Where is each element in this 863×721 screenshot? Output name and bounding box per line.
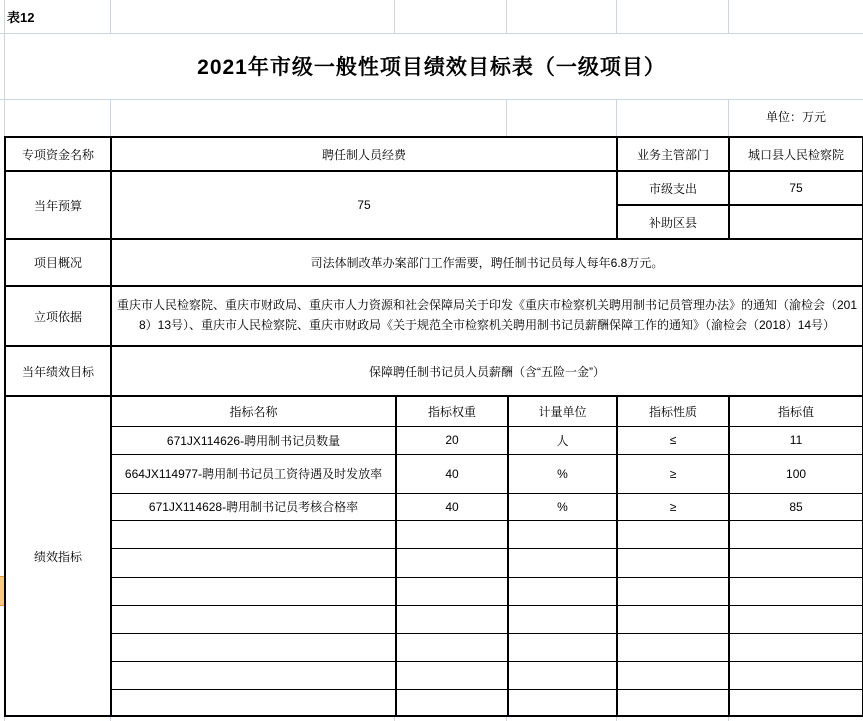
dept-label-cell[interactable]: 业务主管部门 [617, 137, 729, 171]
indicator-row [5, 493, 863, 520]
special-fund-value-cell[interactable]: 聘任制人员经费 [111, 137, 617, 171]
budget-label-cell[interactable]: 当年预算 [5, 171, 111, 239]
empty-cell[interactable] [396, 520, 508, 548]
empty-cell[interactable] [111, 577, 396, 605]
overview-label-cell[interactable]: 项目概况 [5, 239, 111, 286]
city-expense-value-cell[interactable]: 75 [729, 171, 863, 205]
gridline [506, 99, 507, 136]
dept-value-cell[interactable]: 城口县人民检察院 [729, 137, 863, 171]
indicator-name-cell[interactable]: 671JX114626-聘用制书记员数量 [111, 426, 396, 454]
performance-target-table [4, 136, 863, 717]
indicator-unit-cell[interactable]: % [508, 454, 617, 493]
indicator-value-cell[interactable]: 100 [729, 454, 863, 493]
indicator-empty-row [5, 605, 863, 633]
target-value-cell[interactable]: 保障聘任制书记员人员薪酬（含“五险一金”） [111, 346, 863, 396]
empty-cell[interactable] [396, 689, 508, 716]
empty-cell[interactable] [617, 520, 729, 548]
gridline [110, 99, 111, 136]
gridline [506, 0, 507, 33]
subsidy-value-cell[interactable] [729, 205, 863, 239]
target-label-cell[interactable]: 当年绩效目标 [5, 346, 111, 396]
gridline [394, 0, 395, 33]
gridline [110, 0, 111, 33]
empty-cell[interactable] [111, 633, 396, 661]
indicator-value-cell[interactable]: 85 [729, 493, 863, 520]
gridline [616, 0, 617, 33]
empty-cell[interactable] [111, 661, 396, 689]
indicator-name-cell[interactable]: 671JX114628-聘用制书记员考核合格率 [111, 493, 396, 520]
empty-cell[interactable] [508, 689, 617, 716]
empty-cell[interactable] [617, 689, 729, 716]
indicator-nature-cell[interactable]: ≤ [617, 426, 729, 454]
empty-cell[interactable] [508, 577, 617, 605]
indicator-unit-cell[interactable]: % [508, 493, 617, 520]
empty-cell[interactable] [111, 520, 396, 548]
indicator-value-cell[interactable]: 11 [729, 426, 863, 454]
indicator-weight-cell[interactable]: 20 [396, 426, 508, 454]
indicator-empty-row [5, 548, 863, 577]
indicator-name-cell[interactable]: 664JX114977-聘用制书记员工资待遇及时发放率 [111, 454, 396, 493]
special-fund-label-cell[interactable]: 专项资金名称 [5, 137, 111, 171]
empty-cell[interactable] [729, 689, 863, 716]
empty-cell[interactable] [508, 661, 617, 689]
indicator-row [5, 426, 863, 454]
indicator-header-unit[interactable]: 计量单位 [508, 396, 617, 426]
empty-cell[interactable] [396, 548, 508, 577]
indicator-unit-cell[interactable]: 人 [508, 426, 617, 454]
gridline [616, 99, 617, 136]
indicator-nature-cell[interactable]: ≥ [617, 454, 729, 493]
indicators-label-cell[interactable]: 绩效指标 [5, 396, 111, 716]
empty-cell[interactable] [617, 577, 729, 605]
basis-label-cell[interactable]: 立项依据 [5, 286, 111, 346]
sheet-label: 表12 [7, 10, 35, 25]
gridline [0, 99, 863, 100]
empty-cell[interactable] [729, 661, 863, 689]
empty-cell[interactable] [729, 577, 863, 605]
indicator-empty-row [5, 577, 863, 605]
basis-value-cell[interactable]: 重庆市人民检察院、重庆市财政局、重庆市人力资源和社会保障局关于印发《重庆市检察机关聘用制书记员管理办法》的通知（渝检会（2018）13号）、重庆市人民检察院、重庆市财政局《关于规范全市检察机关聘用制书记员薪酬保障工作的通知》（渝检会（2018）14号） [111, 286, 863, 346]
city-expense-label-cell[interactable]: 市级支出 [617, 171, 729, 205]
gridline [728, 0, 729, 33]
indicator-weight-cell[interactable]: 40 [396, 493, 508, 520]
overview-value-cell[interactable]: 司法体制改革办案部门工作需要，聘任制书记员每人每年6.8万元。 [111, 239, 863, 286]
empty-cell[interactable] [111, 548, 396, 577]
subsidy-label-cell[interactable]: 补助区县 [617, 205, 729, 239]
empty-cell[interactable] [617, 548, 729, 577]
indicator-header-name[interactable]: 指标名称 [111, 396, 396, 426]
indicator-nature-cell[interactable]: ≥ [617, 493, 729, 520]
unit-note: 单位：万元 [765, 110, 826, 124]
empty-cell[interactable] [508, 548, 617, 577]
empty-cell[interactable] [729, 633, 863, 661]
empty-cell[interactable] [617, 605, 729, 633]
empty-cell[interactable] [508, 520, 617, 548]
indicator-empty-row [5, 689, 863, 716]
indicator-row [5, 454, 863, 493]
empty-cell[interactable] [729, 548, 863, 577]
indicator-header-weight[interactable]: 指标权重 [396, 396, 508, 426]
empty-cell[interactable] [111, 605, 396, 633]
empty-cell[interactable] [396, 577, 508, 605]
budget-value-cell[interactable]: 75 [111, 171, 617, 239]
indicator-empty-row [5, 661, 863, 689]
empty-cell[interactable] [508, 605, 617, 633]
indicator-empty-row [5, 520, 863, 548]
empty-cell[interactable] [111, 689, 396, 716]
gridline [728, 99, 729, 136]
empty-cell[interactable] [508, 633, 617, 661]
empty-cell[interactable] [396, 661, 508, 689]
indicator-header-nature[interactable]: 指标性质 [617, 396, 729, 426]
empty-cell[interactable] [617, 661, 729, 689]
page-title: 2021年市级一般性项目绩效目标表（一级项目） [197, 56, 666, 79]
empty-cell[interactable] [396, 605, 508, 633]
empty-cell[interactable] [729, 520, 863, 548]
indicator-empty-row [5, 633, 863, 661]
indicator-weight-cell[interactable]: 40 [396, 454, 508, 493]
empty-cell[interactable] [617, 633, 729, 661]
empty-cell[interactable] [729, 605, 863, 633]
empty-cell[interactable] [396, 633, 508, 661]
indicator-header-value[interactable]: 指标值 [729, 396, 863, 426]
